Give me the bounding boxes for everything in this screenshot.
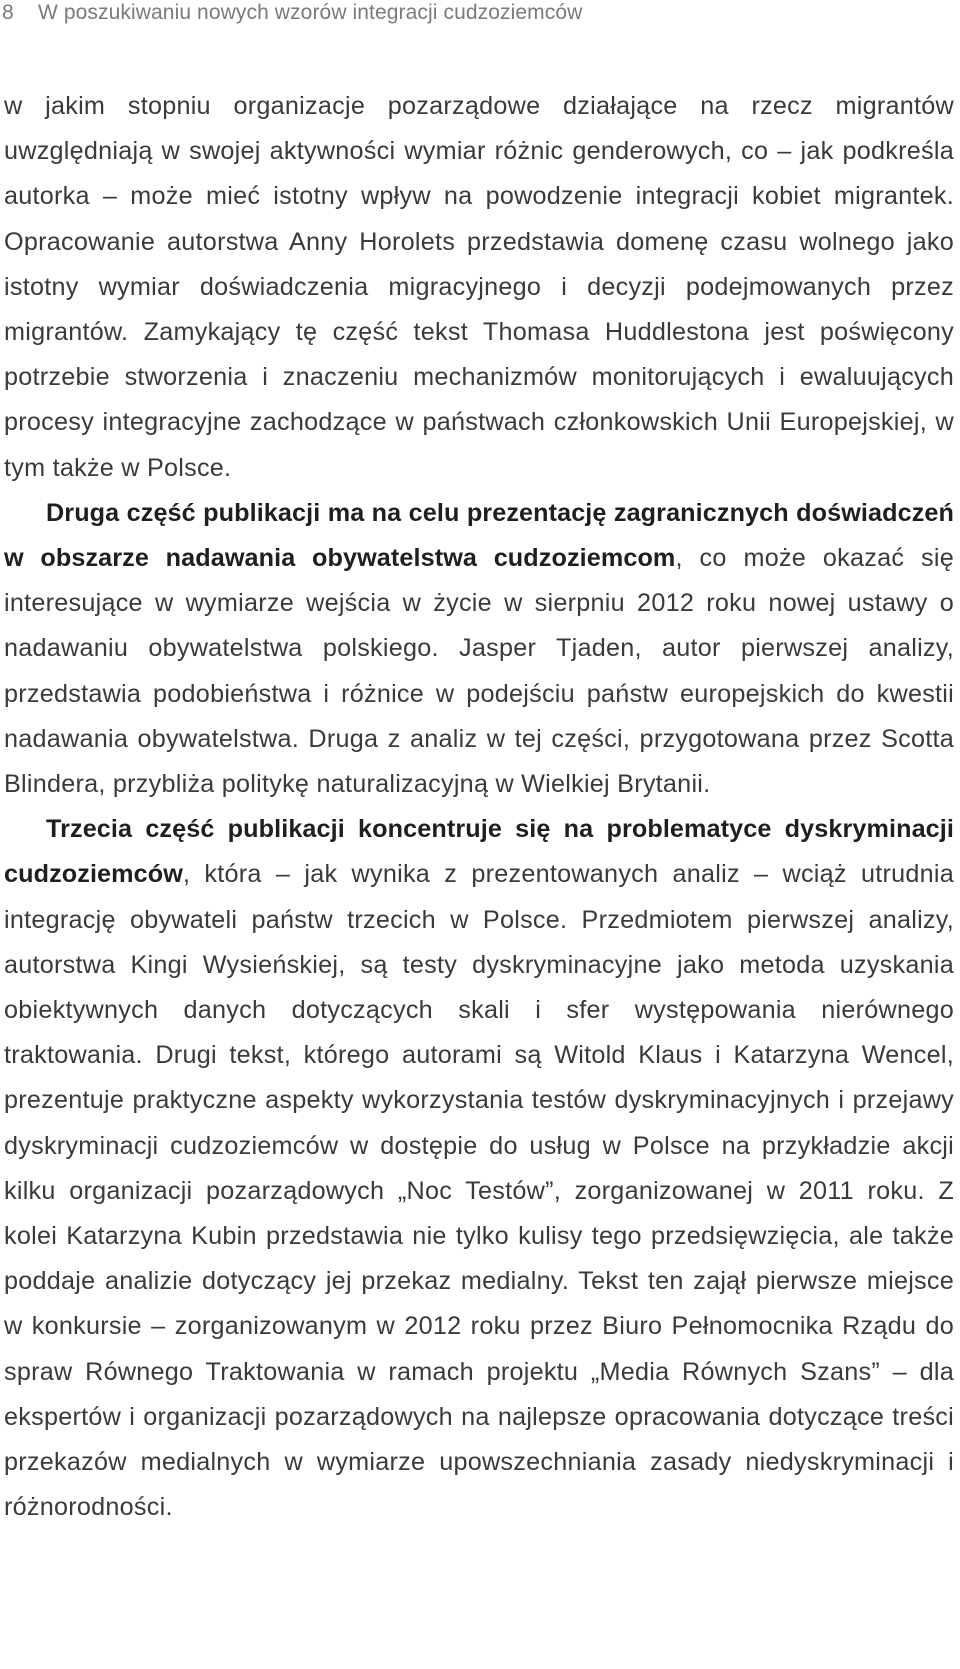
running-header: [0, 0, 582, 28]
paragraph-lead: Druga część publikacji ma na celu prezentację zagranicznych doświadczeń w obszarze nadawania obywatelstwa cudzoziemcom: [4, 498, 954, 573]
running-title: W poszukiwaniu nowych wzorów integracji cudzoziemców: [38, 1, 583, 24]
paragraph-text: w jakim stopniu organizacje pozarządowe działające na rzecz migrantów uwzględniają w swojej aktywności wymiar różnic genderowych, co – jak podkreśla autorka – może mieć istotny wpływ na powodzenie integracji kobiet migrantek. Opracowanie autorstwa Anny Horolets przedstawia domenę czasu wolnego jako istotny wymiar doświadczenia migracyjnego i decyzji podejmowanych przez migrantów. Zamykający tę część tekst Thomasa Huddlestona jest poświęcony potrzebie stworzenia i znaczeniu mechanizmów monitorujących i ewaluujących procesy integracyjne zachodzące w państwach członkowskich Unii Europejskiej, w tym także w Polsce.: [4, 92, 954, 482]
paragraph-lead: Trzecia część publikacji koncentruje się na problematyce dyskryminacji cudzoziemców: [4, 815, 954, 889]
paragraph: [4, 84, 954, 491]
paragraph: [4, 807, 954, 1530]
paragraph: [4, 491, 954, 807]
paragraph-text: , co może okazać się interesujące w wymiarze wejścia w życie w sierpniu 2012 roku nowej ustawy o nadawaniu obywatelstwa polskiego. Jasper Tjaden, autor pierwszej analizy, przedstawia podobieństwa i różnice w podejściu państw europejskich do kwestii nadawania obywatelstwa. Druga z analiz w tej części, przygotowana przez Scotta Blindera, przybliża politykę naturalizacyjną w Wielkiej Brytanii.: [4, 544, 954, 799]
body-text: [4, 84, 954, 1531]
page-number: 8: [2, 1, 14, 24]
paragraph-text: , która – jak wynika z prezentowanych analiz – wciąż utrudnia integrację obywateli państw trzecich w Polsce. Przedmiotem pierwszej analizy, autorstwa Kingi Wysieńskiej, są testy dyskryminacyjne jako metoda uzyskania obiektywnych danych dotyczących skali i sfer występowania nierównego traktowania. Drugi tekst, którego autorami są Witold Klaus i Katarzyna Wencel, prezentuje praktyczne aspekty wykorzystania testów dyskryminacyjnych i przejawy dyskryminacji cudzoziemców w dostępie do usług w Polsce na przykładzie akcji kilku organizacji pozarządowych „Noc Testów”, zorganizowanej w 2011 roku. Z kolei Katarzyna Kubin przedstawia nie tylko kulisy tego przedsięwzięcia, ale także poddaje analizie dotyczący jej przekaz medialny. Tekst ten zajął pierwsze miejsce w konkursie – zorganizowanym w 2012 roku przez Biuro Pełnomocnika Rządu do spraw Równego Traktowania w ramach projektu „Media Równych Szans” – dla ekspertów i organizacji pozarządowych na najlepsze opracowania dotyczące treści przekazów medialnych w wymiarze upowszechniania zasady niedyskryminacji i różnorodności.: [4, 860, 954, 1522]
